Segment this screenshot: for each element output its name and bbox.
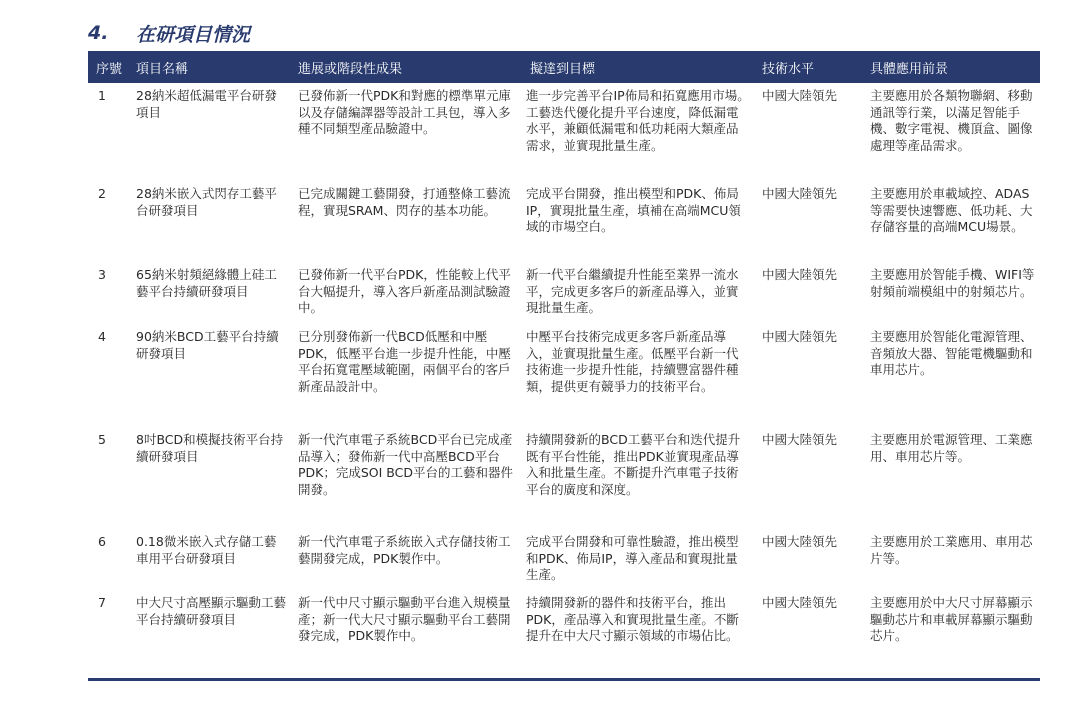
cell-goal: 新一代平台繼續提升性能至業界一流水平，完成更多客戶的新產品導入，並實現批量生產。 [526, 267, 739, 315]
header-tech-level: 技術水平 [762, 61, 815, 77]
section-number: 4. [88, 22, 109, 44]
table-row [88, 431, 1040, 533]
table-header [88, 51, 1040, 83]
cell-application: 主要應用於智能化電源管理、音頻放大器、智能電機驅動和車用芯片。 [870, 329, 1033, 377]
table-row [88, 533, 1040, 594]
cell-name: 中大尺寸高壓顯示驅動工藝平台持續研發項目 [136, 595, 287, 627]
cell-progress: 新一代汽車電子系統BCD平台已完成產品導入；發佈新一代中高壓BCD平台PDK；完成SOI BCD平台的工藝和器件開發。 [298, 432, 514, 497]
cell-tech-level: 中國大陸領先 [762, 534, 838, 549]
header-progress: 進展或階段性成果 [298, 61, 403, 77]
cell-name: 28納米嵌入式閃存工藝平台研發項目 [136, 186, 277, 218]
cell-tech-level: 中國大陸領先 [762, 595, 838, 610]
cell-application: 主要應用於智能手機、WIFI等射頻前端模組中的射頻芯片。 [870, 267, 1035, 299]
cell-no: 5 [98, 432, 106, 447]
cell-no: 7 [98, 595, 106, 610]
cell-goal: 持續開發新的BCD工藝平台和迭代提升既有平台性能，推出PDK並實現產品導入和批量生產。不斷提升汽車電子技術平台的廣度和深度。 [526, 432, 741, 497]
cell-no: 4 [98, 329, 106, 344]
projects-table [88, 51, 1040, 676]
cell-name: 28納米超低漏電平台研發項目 [136, 88, 277, 120]
cell-progress: 已發佈新一代平台PDK，性能較上代平台大幅提升，導入客戶新產品測試驗證中。 [298, 267, 511, 315]
cell-application: 主要應用於電源管理、工業應用、車用芯片等。 [870, 432, 1033, 464]
cell-progress: 已完成關鍵工藝開發，打通整條工藝流程，實現SRAM、閃存的基本功能。 [298, 186, 511, 218]
cell-goal: 進一步完善平台IP佈局和拓寬應用市場。工藝迭代優化提升平台速度，降低漏電水平，兼顧低漏電和低功耗兩大類產品需求，並實現批量生產。 [526, 88, 750, 153]
cell-tech-level: 中國大陸領先 [762, 432, 838, 447]
cell-tech-level: 中國大陸領先 [762, 88, 838, 103]
cell-name: 8吋BCD和模擬技術平台持續研發項目 [136, 432, 284, 464]
header-application: 具體應用前景 [870, 61, 949, 77]
cell-progress: 新一代汽車電子系統嵌入式存儲技術工藝開發完成，PDK製作中。 [298, 534, 511, 566]
table-row [88, 185, 1040, 266]
cell-goal: 完成平台開發和可靠性驗證，推出模型和PDK、佈局IP，導入產品和實現批量生產。 [526, 534, 739, 582]
cell-no: 3 [98, 267, 106, 282]
cell-tech-level: 中國大陸領先 [762, 267, 838, 282]
cell-tech-level: 中國大陸領先 [762, 186, 838, 201]
cell-name: 0.18微米嵌入式存儲工藝車用平台研發項目 [136, 534, 277, 566]
header-goal: 擬達到目標 [530, 61, 596, 77]
cell-progress: 已發佈新一代PDK和對應的標準單元庫以及存儲編譯器等設計工具包，導入多種不同類型產品驗證中。 [298, 88, 511, 136]
table-row [88, 328, 1040, 431]
header-no: 序號 [96, 61, 123, 77]
cell-no: 6 [98, 534, 106, 549]
cell-goal: 持續開發新的器件和技術平台，推出PDK，產品導入和實現批量生產。不斷提升在中大尺寸顯示領域的市場佔比。 [526, 595, 739, 643]
header-name: 項目名稱 [136, 61, 189, 77]
cell-progress: 已分別發佈新一代BCD低壓和中壓PDK，低壓平台進一步提升性能，中壓平台拓寬電壓域範圍，兩個平台的客戶新產品設計中。 [298, 329, 511, 394]
cell-goal: 完成平台開發，推出模型和PDK、佈局IP，實現批量生產，填補在高端MCU領域的市場空白。 [526, 186, 741, 234]
cell-name: 90納米BCD工藝平台持續研發項目 [136, 329, 279, 361]
table-bottom-rule [88, 678, 1040, 681]
section-title: 在研項目情況 [136, 23, 251, 46]
section-heading [88, 18, 250, 48]
cell-application: 主要應用於工業應用、車用芯片等。 [870, 534, 1033, 566]
cell-name: 65納米射頻絕緣體上硅工藝平台持續研發項目 [136, 267, 277, 299]
table-row [88, 266, 1040, 328]
cell-tech-level: 中國大陸領先 [762, 329, 838, 344]
cell-goal: 中壓平台技術完成更多客戶新產品導入，並實現批量生產。低壓平台新一代技術進一步提升性能，持續豐富器件種類，提供更有競爭力的技術平台。 [526, 329, 739, 394]
cell-application: 主要應用於各類物聯網、移動通訊等行業，以滿足智能手機、數字電視、機頂盒、圖像處理等產品需求。 [870, 88, 1033, 153]
cell-application: 主要應用於中大尺寸屏幕顯示驅動芯片和車載屏幕顯示驅動芯片。 [870, 595, 1033, 643]
cell-no: 1 [98, 88, 106, 103]
table-row [88, 83, 1040, 185]
cell-no: 2 [98, 186, 106, 201]
table-row [88, 594, 1040, 676]
cell-application: 主要應用於車載域控、ADAS等需要快速響應、低功耗、大存儲容量的高端MCU場景。 [870, 186, 1033, 234]
cell-progress: 新一代中尺寸顯示驅動平台進入規模量產；新一代大尺寸顯示驅動平台工藝開發完成，PDK製作中。 [298, 595, 511, 643]
